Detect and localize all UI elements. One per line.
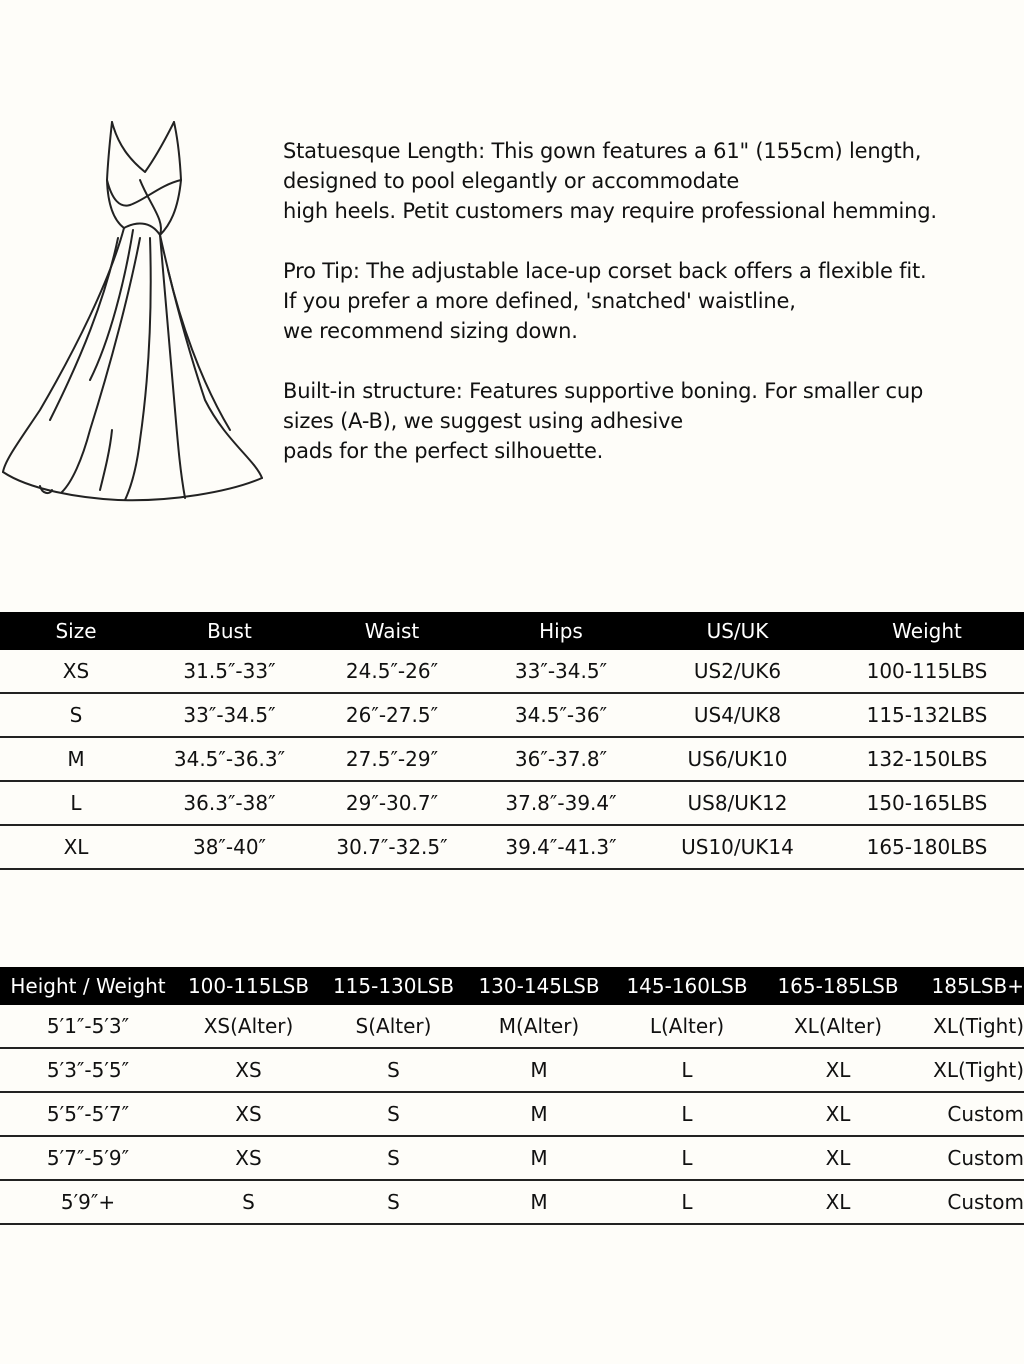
table-cell: 132-150LBS [830, 737, 1024, 781]
table-row [0, 650, 1024, 693]
header-weight-range: 100-115LSB [176, 967, 321, 1005]
table-cell: XL [762, 1092, 914, 1136]
table-cell: 29″-30.7″ [307, 781, 477, 825]
table-cell: 37.8″-39.4″ [477, 781, 645, 825]
header-weight-range: 115-130LSB [321, 967, 466, 1005]
table-cell: M [0, 737, 152, 781]
table-cell: 27.5″-29″ [307, 737, 477, 781]
table-cell: 33″-34.5″ [477, 650, 645, 693]
table-cell: L [0, 781, 152, 825]
pro-tip-note: Pro Tip: The adjustable lace-up corset back offers a flexible fit. If you prefer a more defined, 'snatched' waistline, we recommend sizing down. [283, 259, 927, 343]
table-cell: S [321, 1136, 466, 1180]
table-cell: L [612, 1092, 762, 1136]
table-cell: M [466, 1048, 612, 1092]
table-cell: S(Alter) [321, 1005, 466, 1048]
header-height-weight: Height / Weight [0, 967, 176, 1005]
structure-note: Built-in structure: Features supportive boning. For smaller cup sizes (A-B), we suggest using adhesive pads for the perfect silhouette. [283, 379, 924, 463]
header-weight-range: 145-160LSB [612, 967, 762, 1005]
header-size: Size [0, 612, 152, 650]
table-row [0, 781, 1024, 825]
table-cell: 5′5″-5′7″ [0, 1092, 176, 1136]
table-cell: XL(Tight) [914, 1048, 1024, 1092]
table-row [0, 1180, 1024, 1224]
table-cell: M [466, 1180, 612, 1224]
table-row [0, 1005, 1024, 1048]
table-cell: 30.7″-32.5″ [307, 825, 477, 869]
table-cell: M [466, 1136, 612, 1180]
table-cell: 33″-34.5″ [152, 693, 307, 737]
table-cell: XS(Alter) [176, 1005, 321, 1048]
table-cell: 34.5″-36.3″ [152, 737, 307, 781]
table-cell: L [612, 1136, 762, 1180]
table-cell: XL(Tight) [914, 1005, 1024, 1048]
table-cell: 26″-27.5″ [307, 693, 477, 737]
table-cell: XL [762, 1136, 914, 1180]
product-notes [283, 136, 1023, 496]
size-chart-table [0, 612, 1024, 870]
table-cell: XL(Alter) [762, 1005, 914, 1048]
table-cell: L [612, 1048, 762, 1092]
table-row [0, 1048, 1024, 1092]
table-cell: S [0, 693, 152, 737]
table-cell: US10/UK14 [645, 825, 830, 869]
table-cell: Custom [914, 1180, 1024, 1224]
table-cell: 5′7″-5′9″ [0, 1136, 176, 1180]
table-cell: Custom [914, 1136, 1024, 1180]
height-weight-fit-table [0, 967, 1024, 1225]
table-row [0, 825, 1024, 869]
table-cell: 38″-40″ [152, 825, 307, 869]
table-cell: 100-115LBS [830, 650, 1024, 693]
table-cell: L(Alter) [612, 1005, 762, 1048]
length-note: Statuesque Length: This gown features a 61" (155cm) length, designed to pool elegantly or accommodate high heels. Petit customers may require professional hemming. [283, 139, 937, 223]
table-cell: 31.5″-33″ [152, 650, 307, 693]
table-cell: 5′9″+ [0, 1180, 176, 1224]
header-waist: Waist [307, 612, 477, 650]
table-header-row [0, 967, 1024, 1005]
header-weight-range: 185LSB+ [914, 967, 1024, 1005]
header-bust: Bust [152, 612, 307, 650]
table-cell: US6/UK10 [645, 737, 830, 781]
table-cell: 36″-37.8″ [477, 737, 645, 781]
table-header-row [0, 612, 1024, 650]
table-cell: XS [0, 650, 152, 693]
header-hips: Hips [477, 612, 645, 650]
table-cell: L [612, 1180, 762, 1224]
table-cell: US2/UK6 [645, 650, 830, 693]
header-us-uk: US/UK [645, 612, 830, 650]
table-cell: S [321, 1180, 466, 1224]
table-row [0, 1136, 1024, 1180]
header-weight-range: 165-185LSB [762, 967, 914, 1005]
table-row [0, 1092, 1024, 1136]
table-cell: S [321, 1092, 466, 1136]
table-cell: US8/UK12 [645, 781, 830, 825]
table-cell: S [176, 1180, 321, 1224]
table-cell: Custom [914, 1092, 1024, 1136]
table-cell: 150-165LBS [830, 781, 1024, 825]
header-weight: Weight [830, 612, 1024, 650]
table-cell: M [466, 1092, 612, 1136]
table-cell: 165-180LBS [830, 825, 1024, 869]
table-cell: XL [762, 1048, 914, 1092]
table-cell: 34.5″-36″ [477, 693, 645, 737]
table-cell: S [321, 1048, 466, 1092]
table-cell: 5′3″-5′5″ [0, 1048, 176, 1092]
table-cell: 115-132LBS [830, 693, 1024, 737]
table-row [0, 737, 1024, 781]
table-cell: XS [176, 1092, 321, 1136]
table-cell: XS [176, 1048, 321, 1092]
table-cell: 5′1″-5′3″ [0, 1005, 176, 1048]
table-cell: XL [762, 1180, 914, 1224]
table-row [0, 693, 1024, 737]
table-cell: XL [0, 825, 152, 869]
gown-illustration [0, 110, 270, 510]
table-cell: US4/UK8 [645, 693, 830, 737]
table-cell: 39.4″-41.3″ [477, 825, 645, 869]
table-cell: XS [176, 1136, 321, 1180]
table-cell: 36.3″-38″ [152, 781, 307, 825]
table-cell: 24.5″-26″ [307, 650, 477, 693]
header-weight-range: 130-145LSB [466, 967, 612, 1005]
table-cell: M(Alter) [466, 1005, 612, 1048]
